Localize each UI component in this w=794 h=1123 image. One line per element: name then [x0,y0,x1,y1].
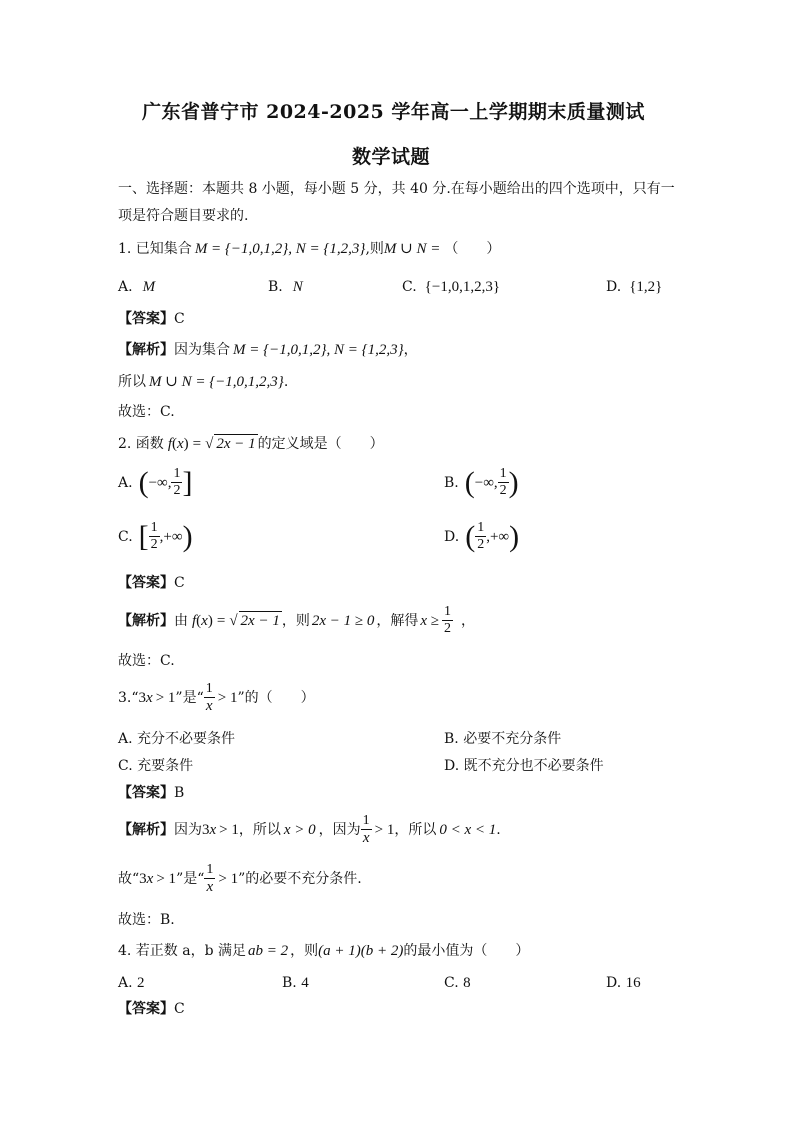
q1-option-d-text: {1,2} [629,279,663,295]
question-3-stem: 3. “ 3 x > 1 ”是“ $\frac{1}{x}$ > 1 ”的（ ） [118,681,315,714]
document-subtitle: 数学试题 [352,146,431,168]
q2-analysis-radicand: 2x − 1 [240,613,280,629]
question-4-stem [118,942,529,960]
q3-answer [118,784,184,802]
q4-condition: ab = 2 [248,943,289,959]
q3-option-c-text: 充要条件 [137,758,194,774]
q3-analysis: 【解析】 因为 3 x > 1 ，所以 x > 0 ，因为 $\frac{1}{x}$ > 1 ，所以 0 < x < 1 . [118,813,501,846]
q1-sets: M = {−1,0,1,2}, N = {1,2,3} [194,241,366,257]
q2-analysis: 【解析】 由 f ( x ) = √ 2x − 1 ，则 2x − 1 ≥ 0 ，解得 x ≥ $\frac{1}{2}$ ， [118,604,475,636]
q2-option-d-label: D. [444,528,460,545]
answer-label: 【答案】 [118,1001,174,1017]
q1-option-d [606,278,662,296]
q1-so [118,373,288,391]
q1-prefix: 1. 已知集合 [118,241,192,257]
q2-option-b-fraction: $\frac{1}{2}$ [499,466,507,498]
q3-option-a-label: A. [118,731,133,747]
conclusion-label: 故选： [118,653,160,669]
q3-conclusion-fraction: $\frac{1}{x}$ [206,862,214,895]
q2-prefix: 2. 函数 [118,435,164,452]
q3-option-d-label: D. [444,758,460,774]
q2-option-b: B. ( −∞, $\frac{1}{2}$ ) [444,465,519,499]
q3-prefix: 3. [118,689,132,706]
q2-option-d-right: ,+∞ [486,528,510,545]
q2-analysis-mid: ，则 [281,612,310,629]
q4-prefix: 4. 若正数 a，b 满足 [118,943,247,959]
q2-eq: = [192,435,202,452]
q1-option-a [118,278,155,296]
q2-option-a-label: A. [118,474,133,491]
answer-label: 【答案】 [118,785,174,801]
q1-so-math: M ∪ N = {−1,0,1,2,3} [149,374,284,390]
q3-option-b-label: B. [444,731,459,747]
section-heading-line1: 一、选择题：本题共 8 小题，每小题 5 分，共 40 分.在每小题给出的四个选项中，只有一 [118,181,675,197]
q2-option-a: A. ( −∞, $\frac{1}{2}$ ] [118,465,193,499]
q4-option-a-text: 2 [137,975,145,991]
q1-union: M ∪ N = [383,241,441,257]
q4-option-a [118,974,145,992]
q1-option-a-text: M [142,279,156,295]
document-title: 广东省普宁市 2024-2025 学年高一上学期期末质量测试 [142,101,645,123]
q2-option-b-left: −∞, [474,474,498,491]
q2-option-a-fraction: $\frac{1}{2}$ [173,466,181,498]
q1-analysis-comma: ， [403,342,418,358]
q3-conclusion [118,911,175,929]
q1-option-b-label: B. [268,279,283,295]
q1-analysis-math: M = {−1,0,1,2}, N = {1,2,3} [233,342,404,358]
q2-option-c: C. [ $\frac{1}{2}$ ,+∞ ) [118,519,193,553]
analysis-label: 【解析】 [118,612,174,629]
q2-answer-value: C [174,575,185,591]
q3-answer-value: B [174,785,185,801]
q4-answer [118,1000,185,1018]
q4-option-c [444,974,471,992]
q2-analysis-x: x ≥ [420,612,439,629]
q4-option-b-text: 4 [301,975,309,991]
q1-option-c-text: {−1,0,1,2,3} [424,279,501,295]
q1-paren: （ ） [444,241,501,257]
q4-option-d-text: 16 [625,975,641,991]
q4-option-d-label: D. [606,975,622,991]
q4-option-d [606,974,641,992]
q2-x: x [176,435,184,452]
q1-option-c [402,278,500,296]
q1-option-a-label: A. [118,279,133,295]
q2-analysis-solve: ，解得 [376,612,419,629]
q4-option-c-label: C. [444,975,459,991]
q2-conclusion-choice: C. [160,653,175,669]
analysis-label: 【解析】 [118,821,174,838]
q3-conclusion-choice: B. [160,912,175,928]
question-2-stem: 2. 函数 f ( x ) = √ 2x − 1 的定义域是（ ） [118,435,384,452]
q1-analysis-text: 因为集合 [174,342,230,358]
q1-option-c-label: C. [402,279,417,295]
q1-analysis [118,341,418,359]
q4-expression: (a + 1)(b + 2) [318,943,404,959]
answer-label: 【答案】 [118,575,174,591]
analysis-label: 【解析】 [118,342,174,358]
q4-answer-value: C [174,1001,185,1017]
q3-option-d [444,757,604,775]
q1-option-b-text: N [292,279,303,295]
answer-label: 【答案】 [118,311,174,327]
q3-analysis-fraction: $\frac{1}{x}$ [362,813,370,846]
q3-option-a [118,730,235,748]
q4-then: ，则 [290,943,319,959]
q3-analysis-range: 0 < x < 1 [439,821,497,838]
q4-option-b [282,974,309,992]
q2-analysis-inequality: 2x − 1 ≥ 0 [311,612,375,629]
q1-so-period: . [283,374,289,390]
q1-answer [118,310,185,328]
q2-option-d-fraction: $\frac{1}{2}$ [477,520,485,552]
q2-f: f [167,435,172,452]
q1-then: ,则 [365,241,384,257]
q2-option-c-right: ,+∞ [159,528,183,545]
q3-analysis-x-positive: x > 0 [283,821,316,838]
q2-option-b-label: B. [444,474,459,491]
q3-conclusion-statement: 故“ 3 x > 1 ”是“ $\frac{1}{x}$ > 1 ”的必要不充分条件. [118,862,362,895]
q3-option-a-text: 充分不必要条件 [137,731,236,747]
q2-answer [118,574,185,592]
q2-analysis-end: ， [460,612,475,629]
q1-conclusion [118,403,175,421]
q1-option-b [268,278,303,296]
q3-option-c [118,757,193,775]
q2-option-a-left: −∞, [148,474,172,491]
question-1-stem [118,240,500,258]
q3-option-d-text: 既不充分也不必要条件 [463,758,604,774]
q3-option-c-label: C. [118,758,133,774]
q2-conclusion [118,652,175,670]
q3-fraction: $\frac{1}{x}$ [205,681,213,714]
q2-suffix: 的定义域是（ ） [257,435,384,452]
q2-analysis-fraction: $\frac{1}{2}$ [443,604,451,636]
q4-option-c-text: 8 [463,975,471,991]
q2-option-d: D. ( $\frac{1}{2}$ ,+∞ ) [444,519,520,553]
q4-suffix: 的最小值为（ ） [403,943,530,959]
q1-so-text: 所以 [118,374,146,390]
q4-option-b-label: B. [282,975,297,991]
q2-option-c-fraction: $\frac{1}{2}$ [150,520,158,552]
q2-radicand: 2x − 1 [216,436,256,452]
q1-option-d-label: D. [606,279,622,295]
section-heading-line2: 项是符合题目要求的. [118,208,249,224]
q1-answer-value: C [174,311,185,327]
q3-suffix: ”的（ ） [237,689,315,706]
q3-option-b-text: 必要不充分条件 [463,731,562,747]
conclusion-label: 故选： [118,404,160,420]
q4-option-a-label: A. [118,975,133,991]
q3-is: ”是“ [175,689,204,706]
q1-conclusion-choice: C. [160,404,175,420]
q2-analysis-prefix: 由 [174,612,188,629]
q3-option-b [444,730,561,748]
conclusion-label: 故选： [118,912,160,928]
q2-option-c-label: C. [118,528,133,545]
